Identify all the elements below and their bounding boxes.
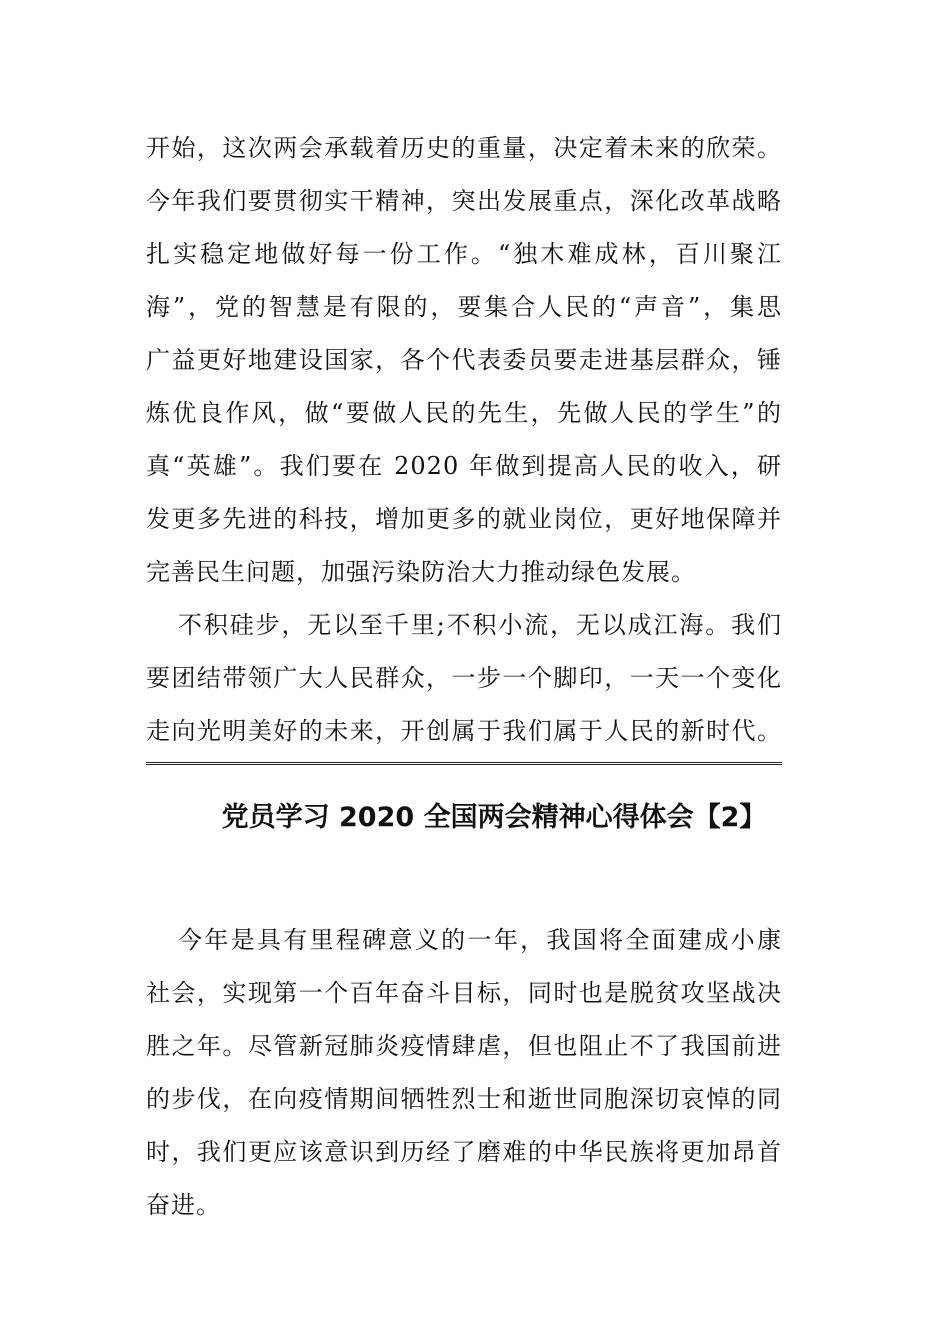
text-line: 的步伐，在向疫情期间牺牲烈士和逝世同胞深切哀悼的同 (146, 1085, 782, 1113)
paragraph-2 (146, 599, 782, 758)
text-line: 海”，党的智慧是有限的，要集合人民的“声音”，集思 (146, 293, 782, 321)
text-line: 时，我们更应该意识到历经了磨难的中华民族将更加昂首 (146, 1138, 782, 1166)
text-line: 走向光明美好的未来，开创属于我们属于人民的新时代。 (146, 717, 782, 745)
text-line: 炼优良作风，做“要做人民的先生，先做人民的学生”的 (146, 399, 782, 427)
paragraph-3 (146, 914, 782, 1232)
text-line: 完善民生问题，加强污染防治大力推动绿色发展。 (146, 558, 696, 586)
paragraph-1 (146, 122, 782, 599)
text-line: 社会，实现第一个百年奋斗目标，同时也是脱贫攻坚战决 (146, 979, 782, 1007)
text-line: 今年是具有里程碑意义的一年，我国将全面建成小康 (178, 926, 782, 954)
document-page (146, 122, 782, 1232)
text-line: 要团结带领广大人民群众，一步一个脚印，一天一个变化 (146, 664, 782, 692)
text-line: 开始，这次两会承载着历史的重量，决定着未来的欣荣。 (146, 134, 782, 162)
text-line: 广益更好地建设国家，各个代表委员要走进基层群众，锤 (146, 346, 782, 374)
section-divider (146, 762, 782, 765)
section-heading: 党员学习 2020 全国两会精神心得体会【2】 (221, 802, 767, 833)
text-line: 今年我们要贯彻实干精神，突出发展重点，深化改革战略 (146, 187, 782, 215)
text-line: 不积硅步，无以至千里;不积小流，无以成江海。我们 (178, 611, 782, 639)
text-line: 胜之年。尽管新冠肺炎疫情肆虐，但也阻止不了我国前进 (146, 1032, 782, 1060)
text-line: 真“英雄”。我们要在 2020 年做到提高人民的收入，研 (146, 452, 782, 480)
text-line: 奋进。 (146, 1191, 221, 1219)
text-line: 发更多先进的科技，增加更多的就业岗位，更好地保障并 (146, 505, 782, 533)
text-line: 扎实稳定地做好每一份工作。“独木难成林，百川聚江 (146, 240, 782, 268)
